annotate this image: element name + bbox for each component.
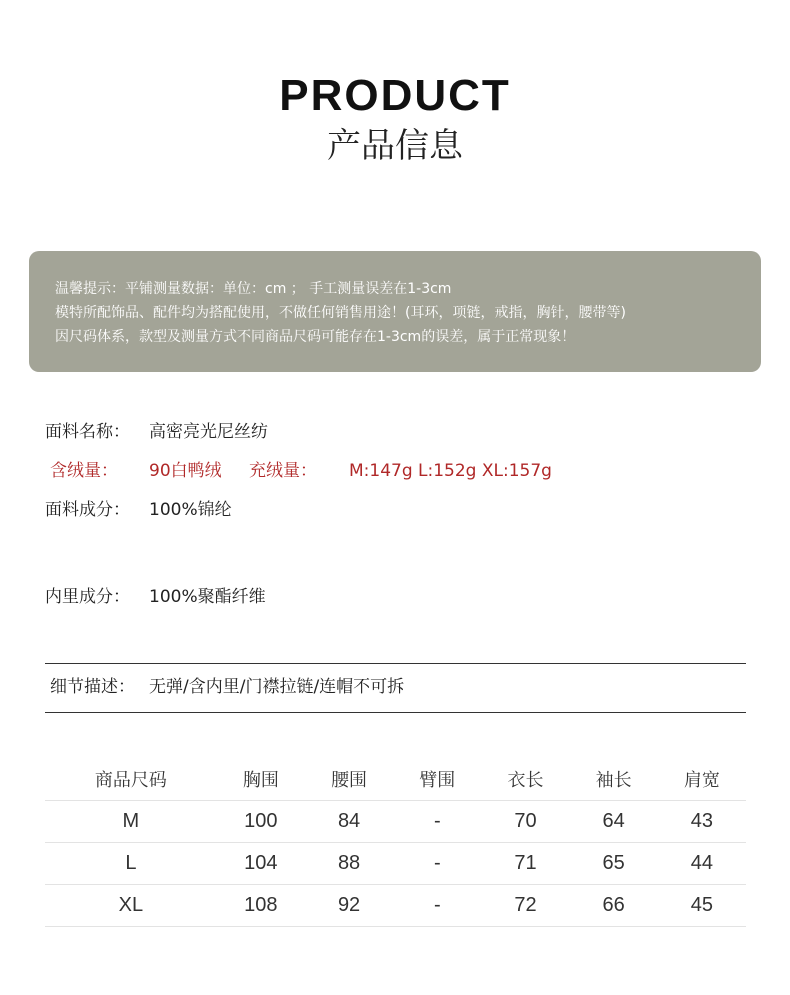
- table-cell: 88: [305, 843, 393, 885]
- table-cell: 65: [570, 843, 658, 885]
- size-table: [45, 758, 746, 927]
- table-cell: 92: [305, 885, 393, 927]
- table-cell: 43: [658, 801, 746, 843]
- spec-value: 90白鸭绒: [149, 461, 222, 481]
- table-cell: 64: [570, 801, 658, 843]
- spec-label: 内里成分：: [45, 587, 130, 607]
- spec-lining-composition: [45, 585, 266, 609]
- column-header: 商品尺码: [45, 758, 217, 801]
- page-header: [0, 70, 790, 168]
- spec-value: 100%聚酯纤维: [149, 587, 266, 607]
- column-header: 肩宽: [658, 758, 746, 801]
- table-row: [45, 843, 746, 885]
- table-cell: 71: [481, 843, 569, 885]
- table-cell: XL: [45, 885, 217, 927]
- spec-details: [50, 675, 404, 699]
- table-cell: 84: [305, 801, 393, 843]
- divider: [45, 663, 746, 664]
- table-cell: -: [393, 843, 481, 885]
- table-row: [45, 885, 746, 927]
- spec-fabric-name: [45, 420, 268, 444]
- column-header: 腰围: [305, 758, 393, 801]
- table-cell: 108: [217, 885, 305, 927]
- title-chinese: 产品信息: [327, 126, 463, 166]
- spec-label: 含绒量：: [50, 461, 118, 481]
- spec-label: 面料名称：: [45, 422, 130, 442]
- column-header: 臂围: [393, 758, 481, 801]
- spec-fabric-composition: [45, 498, 232, 522]
- spec-down: [50, 459, 552, 483]
- spec-value: M:147g L:152g XL:157g: [349, 461, 552, 481]
- spec-label: 面料成分：: [45, 500, 130, 520]
- table-cell: L: [45, 843, 217, 885]
- table-cell: 66: [570, 885, 658, 927]
- table-header-row: [45, 758, 746, 801]
- notice-line: 模特所配饰品、配件均为搭配使用，不做任何销售用途！(耳环，项链，戒指，胸针，腰带等): [55, 305, 626, 321]
- table-cell: 104: [217, 843, 305, 885]
- spec-label: 细节描述：: [50, 677, 135, 697]
- spec-value: 高密亮光尼丝纺: [149, 422, 268, 442]
- table-cell: M: [45, 801, 217, 843]
- table-cell: 44: [658, 843, 746, 885]
- table-cell: -: [393, 801, 481, 843]
- table-row: [45, 801, 746, 843]
- table-cell: 100: [217, 801, 305, 843]
- notice-box: [29, 251, 761, 372]
- table-cell: 72: [481, 885, 569, 927]
- spec-value: 无弹/含内里/门襟拉链/连帽不可拆: [149, 677, 405, 697]
- table-cell: 45: [658, 885, 746, 927]
- table-cell: -: [393, 885, 481, 927]
- column-header: 袖长: [570, 758, 658, 801]
- column-header: 衣长: [481, 758, 569, 801]
- table-cell: 70: [481, 801, 569, 843]
- spec-value: 100%锦纶: [149, 500, 232, 520]
- notice-line: 温馨提示：平铺测量数据：单位：cm ； 手工测量误差在1-3cm: [55, 281, 452, 297]
- title-english: PRODUCT: [279, 71, 511, 120]
- spec-label: 充绒量：: [249, 461, 317, 481]
- notice-line: 因尺码体系，款型及测量方式不同商品尺码可能存在1-3cm的误差，属于正常现象！: [55, 329, 576, 345]
- divider: [45, 712, 746, 713]
- column-header: 胸围: [217, 758, 305, 801]
